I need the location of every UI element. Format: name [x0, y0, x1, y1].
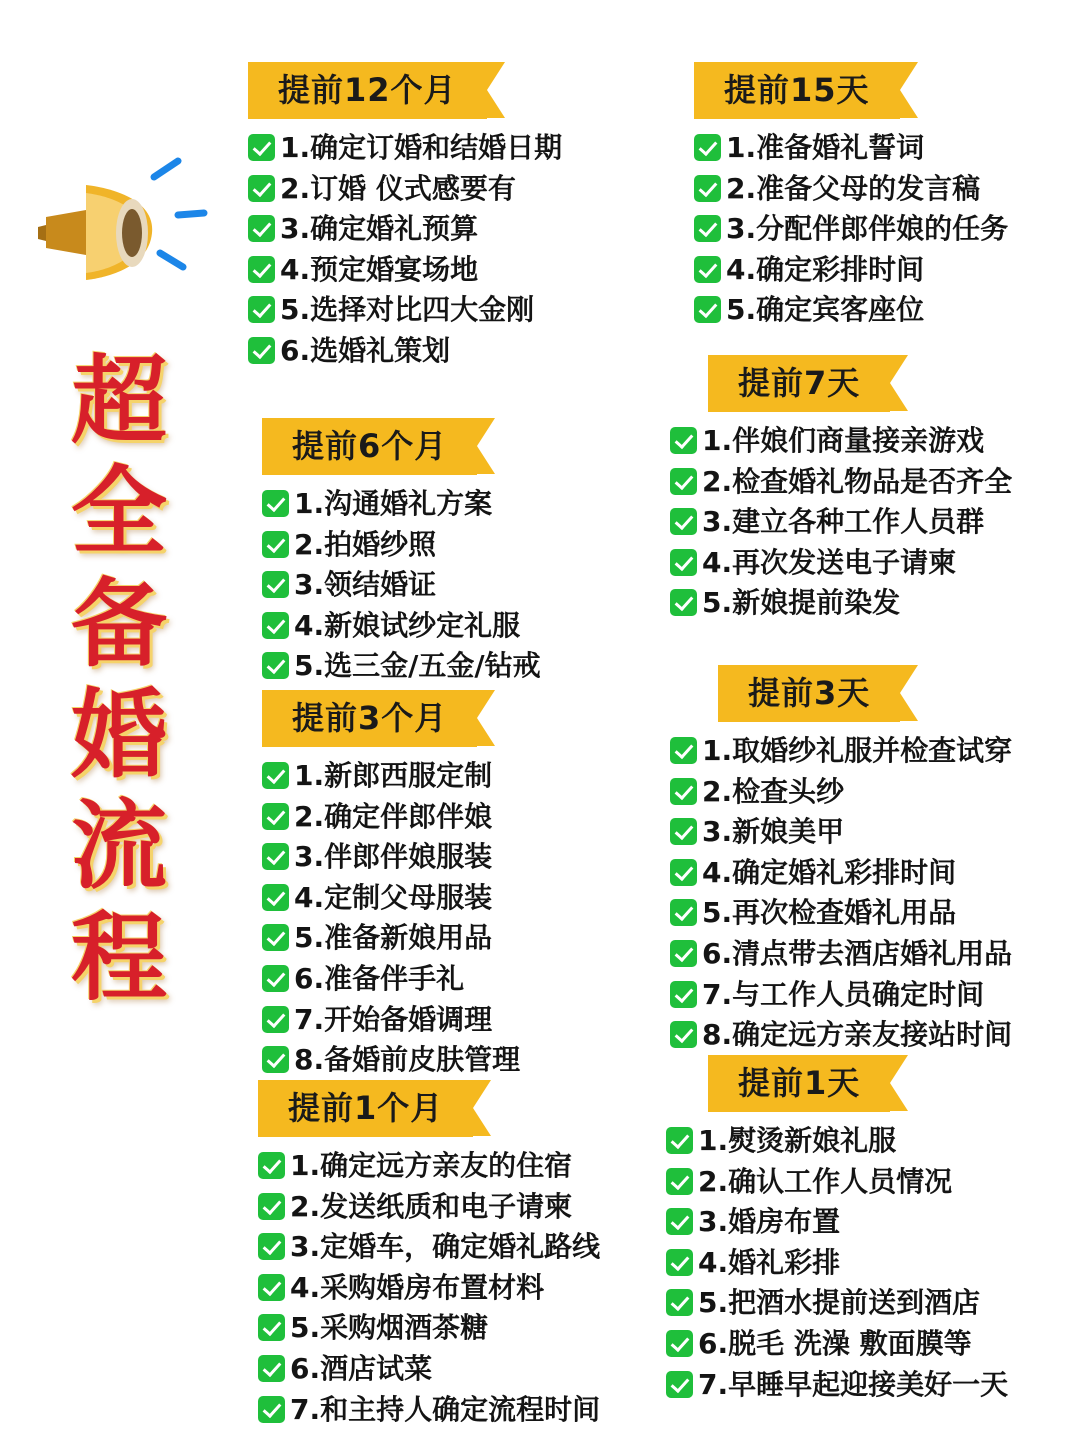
list-item-label: 7.开始备婚调理	[294, 1002, 493, 1036]
list-item-label: 6.酒店试菜	[290, 1351, 433, 1385]
check-icon	[670, 940, 697, 967]
check-icon	[670, 899, 697, 926]
list-item	[666, 1246, 1008, 1280]
list-item-label: 6.准备伴手礼	[294, 961, 465, 995]
list-item	[694, 212, 1008, 246]
list-item-label: 5.采购烟酒茶糖	[290, 1311, 489, 1345]
list-item-label: 7.与工作人员确定时间	[702, 977, 985, 1011]
list-item	[248, 212, 562, 246]
banner-wrap	[262, 418, 541, 475]
check-icon	[694, 296, 721, 323]
check-icon	[666, 1249, 693, 1276]
title-char: 全	[71, 455, 167, 569]
section-banner: 提前1天	[708, 1055, 890, 1112]
list-item	[262, 840, 520, 874]
list-item	[670, 424, 1012, 458]
check-icon	[262, 884, 289, 911]
section-item-list	[670, 734, 1012, 1052]
list-item-label: 3.分配伴郎伴娘的任务	[726, 212, 1009, 246]
list-item-label: 4.新娘试纱定礼服	[294, 608, 521, 642]
list-item-label: 2.检查婚礼物品是否齐全	[702, 464, 1013, 498]
list-item	[262, 759, 520, 793]
section-item-list	[248, 131, 562, 368]
list-item-label: 5.选择对比四大金刚	[280, 293, 535, 327]
title-char: 流	[71, 789, 167, 903]
list-item-label: 4.预定婚宴场地	[280, 252, 479, 286]
list-item	[670, 775, 1012, 809]
banner-wrap	[708, 355, 1012, 412]
check-icon	[666, 1371, 693, 1398]
list-item-label: 6.选婚礼策划	[280, 333, 451, 367]
list-item-label: 6.清点带去酒店婚礼用品	[702, 936, 1013, 970]
list-item	[666, 1368, 1008, 1402]
list-item	[694, 293, 1008, 327]
check-icon	[670, 427, 697, 454]
list-item	[262, 962, 520, 996]
list-item	[262, 921, 520, 955]
list-item	[670, 815, 1012, 849]
list-item-label: 1.准备婚礼誓词	[726, 131, 925, 164]
list-item	[258, 1311, 600, 1345]
list-item-label: 3.建立各种工作人员群	[702, 505, 985, 539]
list-item-label: 5.新娘提前染发	[702, 586, 901, 620]
list-item	[670, 586, 1012, 620]
list-item	[670, 937, 1012, 971]
list-item-label: 5.选三金/五金/钻戒	[294, 649, 541, 683]
check-icon	[248, 215, 275, 242]
list-item	[258, 1352, 600, 1386]
check-icon	[248, 256, 275, 283]
check-icon	[262, 1046, 289, 1073]
list-item-label: 3.婚房布置	[698, 1205, 841, 1239]
list-item	[258, 1230, 600, 1264]
banner-wrap	[262, 690, 520, 747]
list-item-label: 4.定制父母服装	[294, 880, 493, 914]
list-item-label: 1.熨烫新娘礼服	[698, 1124, 897, 1157]
list-item-label: 1.取婚纱礼服并检查试穿	[702, 734, 1013, 767]
check-icon	[262, 652, 289, 679]
section-7-days	[702, 355, 1013, 627]
list-item	[666, 1124, 1008, 1158]
check-icon	[248, 296, 275, 323]
banner-wrap	[708, 1055, 1008, 1112]
check-icon	[258, 1193, 285, 1220]
check-icon	[248, 175, 275, 202]
list-item-label: 1.确定订婚和结婚日期	[280, 131, 563, 164]
list-item-label: 3.领结婚证	[294, 568, 437, 602]
check-icon	[262, 924, 289, 951]
list-item	[694, 253, 1008, 287]
list-item	[694, 172, 1008, 206]
check-icon	[694, 134, 721, 161]
list-item-label: 2.确定伴郎伴娘	[294, 799, 493, 833]
section-3-months	[262, 690, 520, 1084]
list-item	[670, 896, 1012, 930]
list-item-label: 4.婚礼彩排	[698, 1245, 841, 1279]
list-item	[258, 1271, 600, 1305]
check-icon	[258, 1396, 285, 1423]
list-item-label: 2.准备父母的发言稿	[726, 171, 981, 205]
check-icon	[694, 175, 721, 202]
list-item	[248, 334, 562, 368]
list-item	[666, 1205, 1008, 1239]
list-item-label: 4.确定彩排时间	[726, 252, 925, 286]
banner-wrap	[694, 62, 1008, 119]
section-banner: 提前12个月	[248, 62, 487, 119]
list-item	[258, 1190, 600, 1224]
section-item-list	[262, 759, 520, 1077]
banner-wrap	[258, 1080, 600, 1137]
check-icon	[666, 1127, 693, 1154]
list-item	[670, 734, 1012, 768]
list-item	[262, 609, 541, 643]
list-item-label: 2.发送纸质和电子请柬	[290, 1189, 573, 1223]
list-item	[694, 131, 1008, 165]
list-item	[248, 293, 562, 327]
title-char: 婚	[71, 678, 167, 792]
list-item-label: 7.和主持人确定流程时间	[290, 1392, 601, 1426]
check-icon	[258, 1355, 285, 1382]
title-char: 超	[71, 344, 167, 457]
list-item-label: 3.新娘美甲	[702, 815, 845, 849]
list-item-label: 3.确定婚礼预算	[280, 212, 479, 246]
list-item	[262, 568, 541, 602]
list-item-label: 1.伴娘们商量接亲游戏	[702, 424, 985, 457]
list-item	[670, 505, 1012, 539]
section-15-days	[694, 62, 1008, 334]
check-icon	[670, 549, 697, 576]
list-item-label: 8.备婚前皮肤管理	[294, 1043, 521, 1077]
check-icon	[694, 256, 721, 283]
section-item-list	[670, 424, 1012, 620]
check-icon	[694, 215, 721, 242]
check-icon	[670, 778, 697, 805]
check-icon	[262, 531, 289, 558]
list-item	[670, 1018, 1012, 1052]
list-item	[262, 800, 520, 834]
check-icon	[666, 1208, 693, 1235]
left-decoration-column	[0, 0, 230, 1440]
check-icon	[670, 737, 697, 764]
section-banner: 提前3个月	[262, 690, 477, 747]
check-icon	[262, 571, 289, 598]
page-title-vertical	[44, 345, 194, 1013]
title-char: 备	[71, 566, 167, 680]
check-icon	[670, 468, 697, 495]
check-icon	[262, 612, 289, 639]
banner-wrap	[248, 62, 562, 119]
list-item-label: 4.采购婚房布置材料	[290, 1270, 545, 1304]
check-icon	[666, 1289, 693, 1316]
section-3-days	[702, 665, 1013, 1059]
check-icon	[670, 508, 697, 535]
section-banner: 提前6个月	[262, 418, 477, 475]
list-item-label: 5.准备新娘用品	[294, 921, 493, 955]
check-icon	[670, 859, 697, 886]
list-item	[666, 1286, 1008, 1320]
section-12-months	[248, 62, 562, 375]
check-icon	[248, 134, 275, 161]
check-icon	[666, 1330, 693, 1357]
check-icon	[258, 1274, 285, 1301]
section-item-list	[258, 1149, 600, 1426]
check-icon	[666, 1168, 693, 1195]
list-item	[248, 253, 562, 287]
list-item-label: 5.确定宾客座位	[726, 293, 925, 327]
list-item	[666, 1327, 1008, 1361]
check-icon	[262, 843, 289, 870]
list-item	[670, 465, 1012, 499]
list-item	[670, 546, 1012, 580]
list-item-label: 2.检查头纱	[702, 774, 845, 808]
section-banner: 提前1个月	[258, 1080, 473, 1137]
list-item-label: 2.确认工作人员情况	[698, 1164, 953, 1198]
section-1-day	[698, 1055, 1009, 1408]
list-item	[248, 172, 562, 206]
check-icon	[248, 337, 275, 364]
list-item	[262, 1043, 520, 1077]
list-item-label: 4.确定婚礼彩排时间	[702, 855, 957, 889]
list-item	[670, 978, 1012, 1012]
list-item-label: 8.确定远方亲友接站时间	[702, 1018, 1013, 1052]
list-item	[248, 131, 562, 165]
section-1-month	[258, 1080, 600, 1433]
check-icon	[262, 965, 289, 992]
banner-wrap	[718, 665, 1012, 722]
list-item-label: 4.再次发送电子请柬	[702, 545, 957, 579]
list-item	[262, 649, 541, 683]
section-item-list	[666, 1124, 1008, 1401]
section-item-list	[694, 131, 1008, 327]
list-item-label: 3.定婚车，确定婚礼路线	[290, 1230, 601, 1264]
list-item-label: 2.订婚 仪式感要有	[280, 171, 516, 205]
check-icon	[670, 1021, 697, 1048]
list-item-label: 7.早睡早起迎接美好一天	[698, 1367, 1009, 1401]
section-item-list	[262, 487, 541, 683]
list-item-label: 1.确定远方亲友的住宿	[290, 1149, 573, 1182]
megaphone-icon	[28, 155, 208, 305]
check-icon	[258, 1314, 285, 1341]
list-item-label: 3.伴郎伴娘服装	[294, 840, 493, 874]
list-item	[262, 881, 520, 915]
section-banner: 提前3天	[718, 665, 900, 722]
section-banner: 提前15天	[694, 62, 900, 119]
list-item-label: 5.再次检查婚礼用品	[702, 896, 957, 930]
list-item	[262, 1003, 520, 1037]
check-icon	[670, 818, 697, 845]
title-char: 程	[71, 900, 167, 1014]
check-icon	[258, 1233, 285, 1260]
list-item	[262, 487, 541, 521]
check-icon	[262, 762, 289, 789]
list-item-label: 1.沟通婚礼方案	[294, 487, 493, 520]
list-item	[666, 1165, 1008, 1199]
list-item-label: 5.把酒水提前送到酒店	[698, 1286, 981, 1320]
section-banner: 提前7天	[708, 355, 890, 412]
list-item-label: 6.脱毛 洗澡 敷面膜等	[698, 1326, 972, 1360]
section-6-months	[262, 418, 541, 690]
list-item-label: 2.拍婚纱照	[294, 527, 437, 561]
check-icon	[262, 803, 289, 830]
check-icon	[262, 490, 289, 517]
list-item	[262, 528, 541, 562]
check-icon	[258, 1152, 285, 1179]
check-icon	[262, 1006, 289, 1033]
check-icon	[670, 589, 697, 616]
list-item-label: 1.新郎西服定制	[294, 759, 493, 792]
list-item	[258, 1149, 600, 1183]
list-item	[670, 856, 1012, 890]
list-item	[258, 1393, 600, 1427]
check-icon	[670, 981, 697, 1008]
